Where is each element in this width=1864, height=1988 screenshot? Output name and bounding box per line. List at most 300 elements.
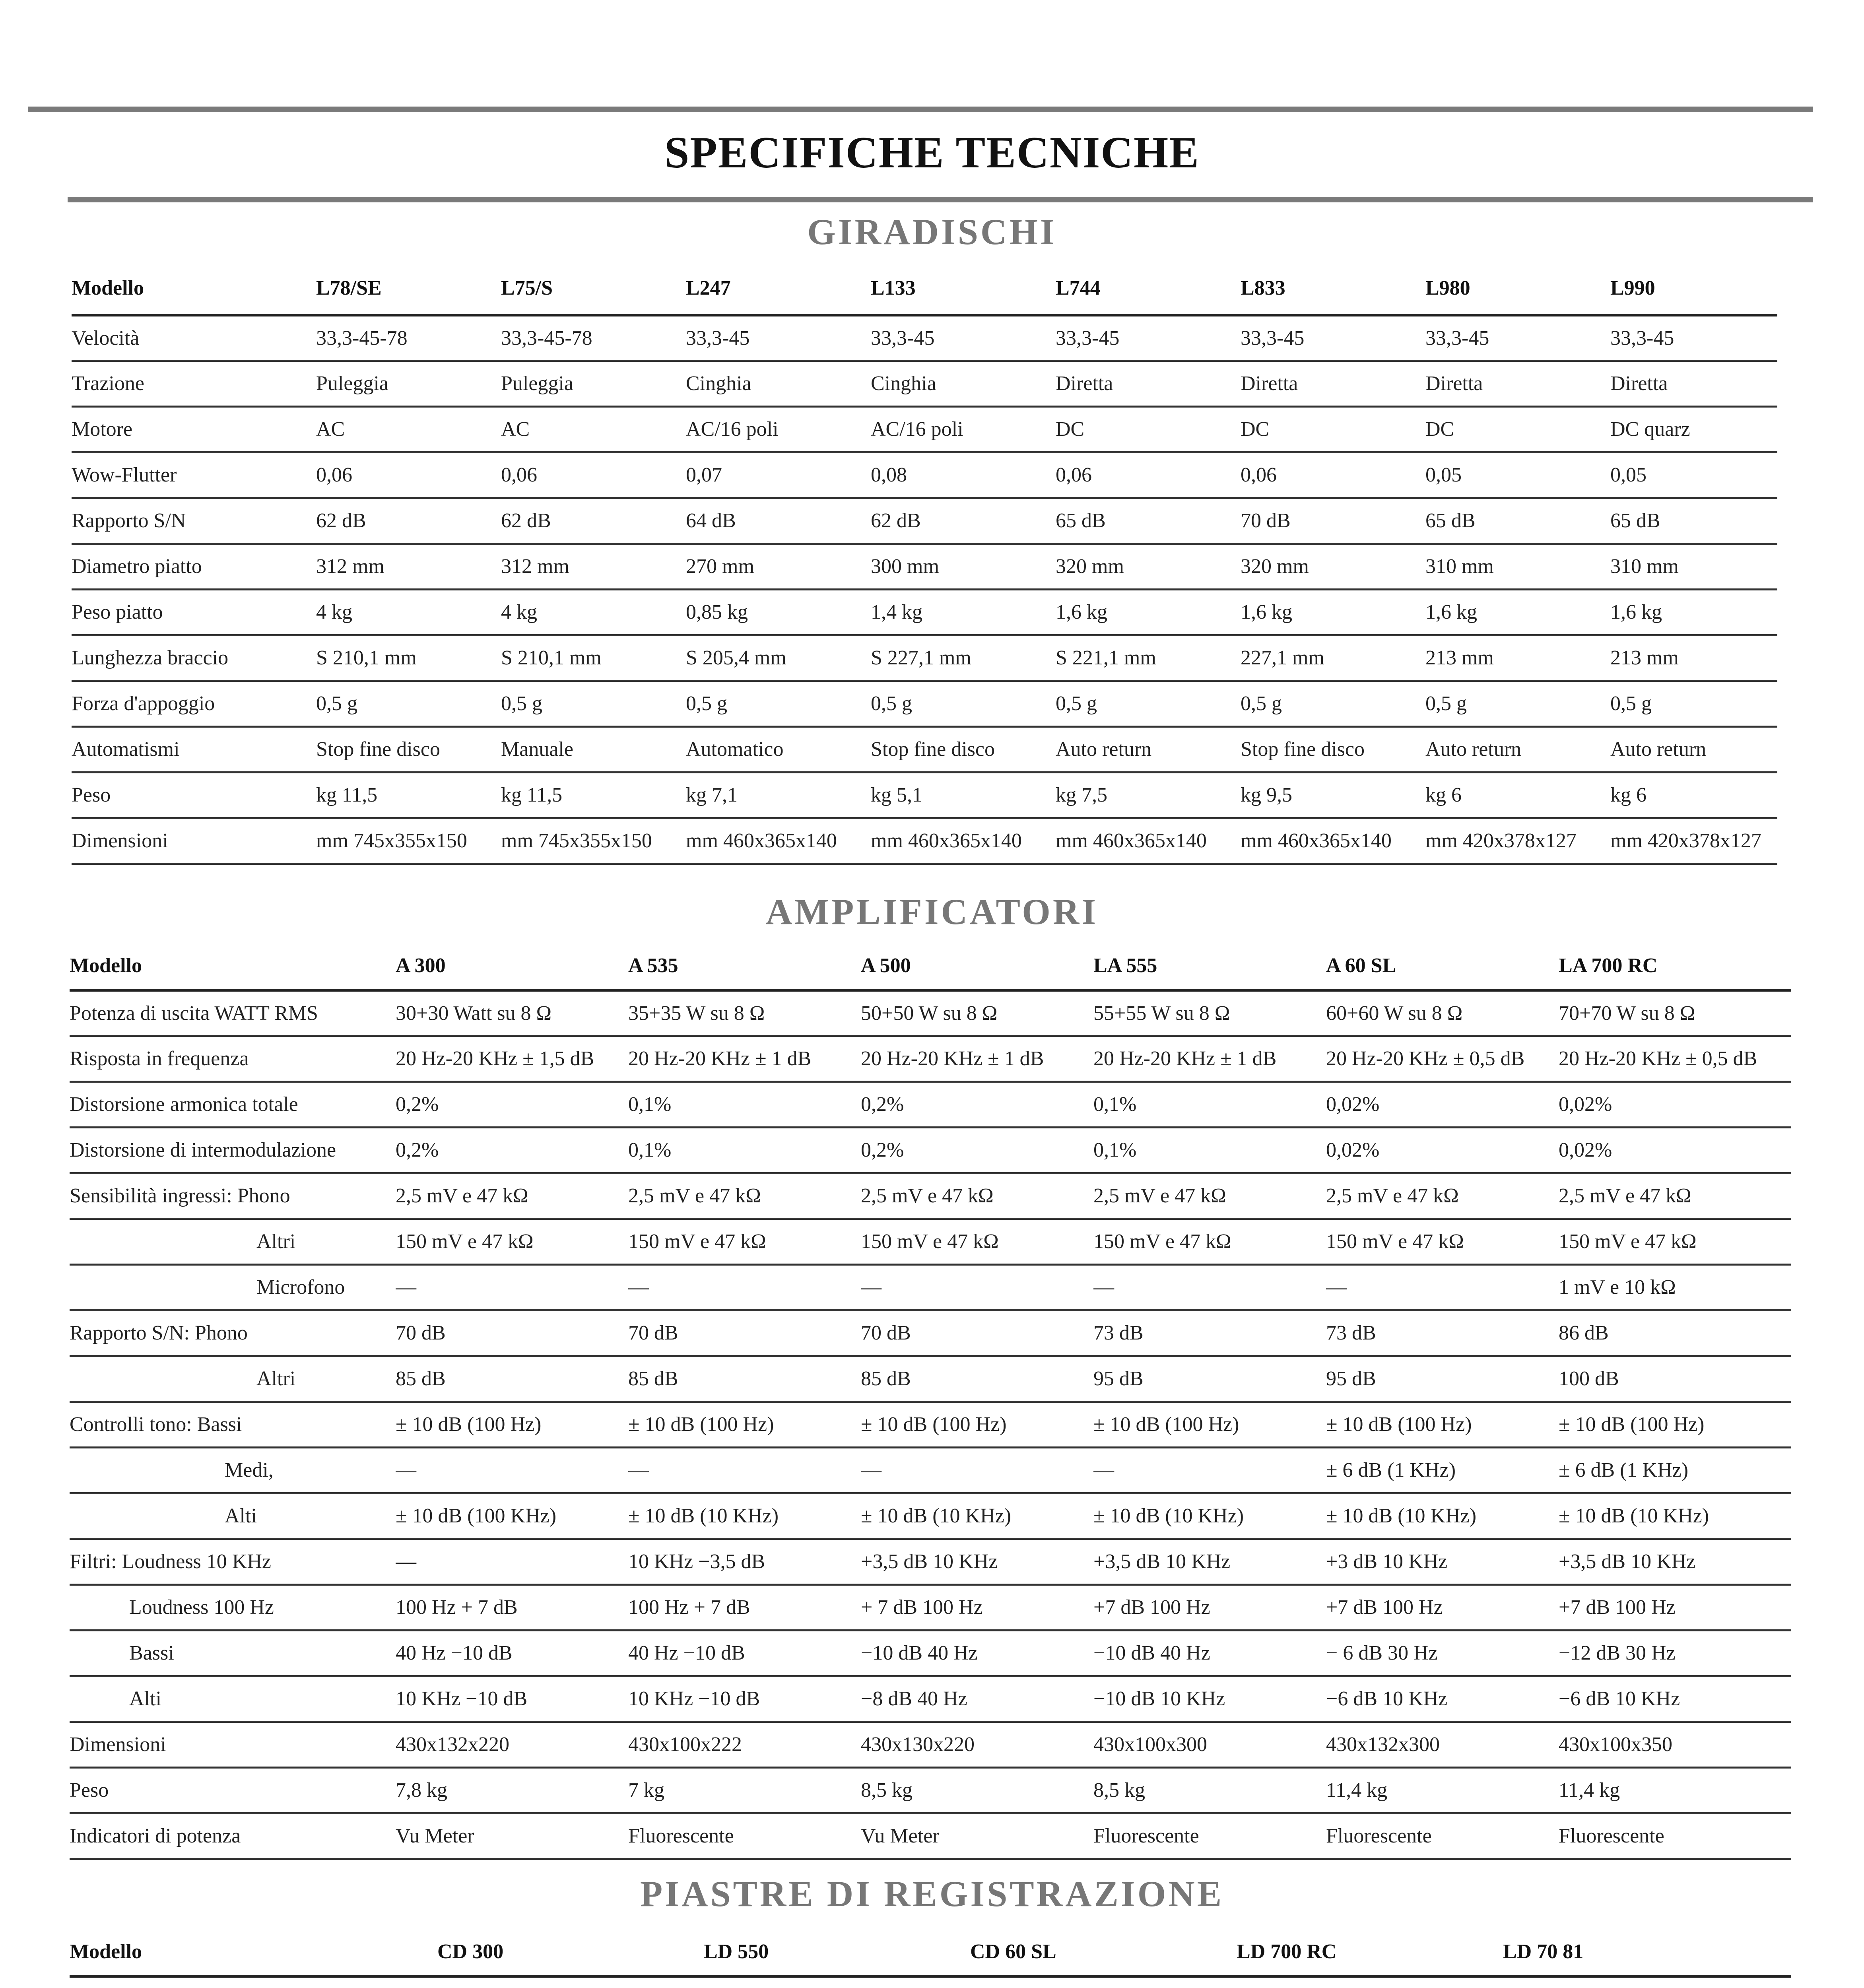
table-cell: AC/16 poli [686,406,871,452]
table-row [70,1081,1791,1127]
table-cell: 62 dB [316,498,501,544]
table-cell: Diretta [1241,361,1425,406]
table-cell: — [396,1447,628,1493]
table-cell: 35+35 W su 8 Ω [628,990,861,1036]
table-cell: 8,5 kg [1093,1767,1326,1813]
section-heading-giradischi: GIRADISCHI [807,212,1057,252]
column-header-model: A 500 [861,942,1093,990]
table-cell: S 227,1 mm [871,635,1056,681]
table-cell: Fluorescente [1559,1813,1791,1859]
table-row [70,1219,1791,1264]
table-cell: 11,4 kg [1326,1767,1559,1813]
row-label: Sensibilità ingressi: Phono [70,1173,396,1219]
table-cell: Fluorescente [1326,1813,1559,1859]
table-cell: mm 460x365x140 [1056,818,1241,864]
table-cell: 0,06 [1241,452,1425,498]
table-cell: kg 5,1 [871,772,1056,818]
column-header-model: LD 550 [704,1928,970,1976]
table-row [70,1036,1791,1081]
table-cell: ± 10 dB (10 KHz) [1326,1493,1559,1539]
table-cell: 60+60 W su 8 Ω [1326,990,1559,1036]
table-cell: 0,5 g [1241,681,1425,726]
title-rule [68,197,1813,202]
table-cell: 150 mV e 47 kΩ [396,1219,628,1264]
column-header-model: CD 300 [437,1928,704,1976]
table-cell: — [1093,1264,1326,1310]
table-cell: 300 mm [871,544,1056,589]
table-piastre [70,1928,1791,1988]
table-cell: 20 Hz-20 KHz ± 0,5 dB [1326,1036,1559,1081]
column-header-model: A 60 SL [1326,942,1559,990]
column-header-modello: Modello [72,262,316,315]
table-cell: −6 dB 10 KHz [1326,1676,1559,1722]
table-cell: — [396,1264,628,1310]
table-cell: 86 dB [1559,1310,1791,1356]
table-cell: 10 KHz −3,5 dB [628,1539,861,1584]
header-row [70,1928,1791,1976]
table-cell: — [628,1264,861,1310]
table-cell: 312 mm [501,544,686,589]
table-cell: Diretta [1425,361,1610,406]
table-row [70,990,1791,1036]
table-cell [437,1976,704,1988]
column-header-model: LD 70 81 [1503,1928,1791,1976]
table-cell: +7 dB 100 Hz [1093,1584,1326,1630]
row-label: Loudness 100 Hz [70,1584,396,1630]
table-cell [970,1976,1237,1988]
table-row [72,818,1777,864]
table-cell: 0,2% [396,1081,628,1127]
table-cell: 1,4 kg [871,589,1056,635]
table-cell: 55+55 W su 8 Ω [1093,990,1326,1036]
column-header-modello: Modello [70,1928,437,1976]
column-header-model: CD 60 SL [970,1928,1237,1976]
table-cell: AC [316,406,501,452]
header-row [70,942,1791,990]
table-giradischi [72,262,1777,865]
table-cell: — [1093,1447,1326,1493]
row-label: Automatismi [72,726,316,772]
table-cell: 70 dB [396,1310,628,1356]
table-cell: 1 mV e 10 kΩ [1559,1264,1791,1310]
table-cell: − 6 dB 30 Hz [1326,1630,1559,1676]
table-cell: −10 dB 40 Hz [1093,1630,1326,1676]
table-cell [704,1976,970,1988]
table-cell: 70 dB [1241,498,1425,544]
table-cell: 85 dB [861,1356,1093,1402]
table-cell: 33,3-45 [871,315,1056,361]
table-cell: ± 10 dB (100 Hz) [1559,1402,1791,1447]
row-label: Peso [72,772,316,818]
table-row [70,1976,1791,1988]
table-row [70,1127,1791,1173]
table-row [72,498,1777,544]
table-cell: 213 mm [1425,635,1610,681]
table-cell: Fluorescente [628,1813,861,1859]
table-cell: −8 dB 40 Hz [861,1676,1093,1722]
table-cell: 0,02% [1559,1081,1791,1127]
table-cell: 0,2% [396,1127,628,1173]
table-cell: 0,1% [628,1127,861,1173]
table-cell: — [1326,1264,1559,1310]
table-row [70,1173,1791,1219]
row-label: Dimensioni [72,818,316,864]
row-label: Diametro piatto [72,544,316,589]
table-cell: +7 dB 100 Hz [1559,1584,1791,1630]
table-cell: ± 6 dB (1 KHz) [1559,1447,1791,1493]
table-cell: 11,4 kg [1559,1767,1791,1813]
table-cell: 227,1 mm [1241,635,1425,681]
table-cell: ± 10 dB (100 Hz) [396,1402,628,1447]
row-label: Trazione [72,361,316,406]
column-header-model: L247 [686,262,871,315]
table-cell: 33,3-45-78 [316,315,501,361]
table-cell: 1,6 kg [1056,589,1241,635]
table-row [70,1630,1791,1676]
table-cell: 1,6 kg [1241,589,1425,635]
table-cell: 0,5 g [1610,681,1777,726]
table-cell: ± 10 dB (10 KHz) [1093,1493,1326,1539]
table-row [72,589,1777,635]
table-cell: Auto return [1425,726,1610,772]
table-cell: mm 420x378x127 [1610,818,1777,864]
column-header-model: L990 [1610,262,1777,315]
table-cell: 33,3-45-78 [501,315,686,361]
table-row [72,681,1777,726]
table-row [72,315,1777,361]
table-cell: 0,05 [1610,452,1777,498]
table-cell: 0,5 g [871,681,1056,726]
table-amplificatori [70,942,1791,1860]
table-cell: kg 6 [1425,772,1610,818]
table-cell: 7 kg [628,1767,861,1813]
table-cell: ± 6 dB (1 KHz) [1326,1447,1559,1493]
row-label: Risposta in frequenza [70,1036,396,1081]
table-cell: 150 mV e 47 kΩ [861,1219,1093,1264]
column-header-modello: Modello [70,942,396,990]
table-cell: Vu Meter [861,1813,1093,1859]
table-row [70,1493,1791,1539]
table-row [70,1813,1791,1859]
section-heading-amplificatori: AMPLIFICATORI [765,891,1099,932]
table-cell: 85 dB [628,1356,861,1402]
table-cell: 95 dB [1093,1356,1326,1402]
table-cell: S 210,1 mm [501,635,686,681]
table-cell: mm 460x365x140 [686,818,871,864]
table-cell: mm 460x365x140 [871,818,1056,864]
table-cell: 100 Hz + 7 dB [628,1584,861,1630]
table-row [70,1584,1791,1630]
table-row [70,1402,1791,1447]
table-cell: 2,5 mV e 47 kΩ [1326,1173,1559,1219]
table-cell: 320 mm [1056,544,1241,589]
table-cell: 40 Hz −10 dB [628,1630,861,1676]
table-cell: 62 dB [501,498,686,544]
table-row [70,1447,1791,1493]
table-cell: — [861,1264,1093,1310]
table-cell: 0,06 [316,452,501,498]
table-cell: + 7 dB 100 Hz [861,1584,1093,1630]
header-row [72,262,1777,315]
table-cell: 0,5 g [686,681,871,726]
table-cell: 312 mm [316,544,501,589]
table-cell: 30+30 Watt su 8 Ω [396,990,628,1036]
column-header-model: L78/SE [316,262,501,315]
table-cell: Auto return [1610,726,1777,772]
table-cell: DC [1241,406,1425,452]
table-row [72,406,1777,452]
table-cell: Puleggia [316,361,501,406]
table-cell: +3,5 dB 10 KHz [1093,1539,1326,1584]
column-header-model: LD 700 RC [1237,1928,1503,1976]
table-cell: kg 11,5 [501,772,686,818]
table-row [72,452,1777,498]
table-cell: 4 kg [501,589,686,635]
row-label: Peso [70,1767,396,1813]
table-cell: 8,5 kg [861,1767,1093,1813]
table-cell: Cinghia [871,361,1056,406]
row-label: Controlli tono: Bassi [70,1402,396,1447]
table-cell: 150 mV e 47 kΩ [1559,1219,1791,1264]
row-label: Medi, [70,1447,396,1493]
table-cell: kg 9,5 [1241,772,1425,818]
table-cell: 0,02% [1326,1127,1559,1173]
row-label: Altri [70,1356,396,1402]
table-cell: 33,3-45 [1610,315,1777,361]
table-row [70,1539,1791,1584]
table-cell: AC/16 poli [871,406,1056,452]
table-cell: ± 10 dB (100 Hz) [1093,1402,1326,1447]
table-cell: 70 dB [628,1310,861,1356]
table-cell: 0,1% [1093,1081,1326,1127]
table-cell: 430x100x222 [628,1722,861,1767]
table-cell: ± 10 dB (100 Hz) [861,1402,1093,1447]
table-cell: 100 dB [1559,1356,1791,1402]
table-cell: 430x100x300 [1093,1722,1326,1767]
row-label: Altri [70,1219,396,1264]
table-cell: mm 420x378x127 [1425,818,1610,864]
column-header-model: L133 [871,262,1056,315]
top-rule [28,107,1813,112]
table-row [70,1767,1791,1813]
table-cell: 10 KHz −10 dB [628,1676,861,1722]
table-cell: +3,5 dB 10 KHz [1559,1539,1791,1584]
row-label [70,1976,437,1988]
table-cell: −10 dB 40 Hz [861,1630,1093,1676]
table-cell: 62 dB [871,498,1056,544]
table-cell: 73 dB [1326,1310,1559,1356]
table-row [72,772,1777,818]
table-cell: S 221,1 mm [1056,635,1241,681]
table-cell: 33,3-45 [1425,315,1610,361]
table-cell: 0,1% [628,1081,861,1127]
table-row [72,635,1777,681]
row-label: Microfono [70,1264,396,1310]
table-cell: kg 7,5 [1056,772,1241,818]
column-header-model: LA 555 [1093,942,1326,990]
row-label: Filtri: Loudness 10 KHz [70,1539,396,1584]
table-cell: 65 dB [1610,498,1777,544]
table-cell: 65 dB [1056,498,1241,544]
table-cell: 0,5 g [316,681,501,726]
table-cell: DC [1425,406,1610,452]
table-cell: −6 dB 10 KHz [1559,1676,1791,1722]
table-cell: 430x100x350 [1559,1722,1791,1767]
table-cell: 0,08 [871,452,1056,498]
table-cell: −12 dB 30 Hz [1559,1630,1791,1676]
table-cell: 1,6 kg [1425,589,1610,635]
row-label: Alti [70,1676,396,1722]
table-cell: 64 dB [686,498,871,544]
table-cell: 2,5 mV e 47 kΩ [396,1173,628,1219]
table-cell: 20 Hz-20 KHz ± 1 dB [861,1036,1093,1081]
table-cell: mm 460x365x140 [1241,818,1425,864]
table-cell: 20 Hz-20 KHz ± 1,5 dB [396,1036,628,1081]
table-cell: 0,06 [501,452,686,498]
table-cell: Diretta [1056,361,1241,406]
table-cell: 33,3-45 [686,315,871,361]
table-cell: 50+50 W su 8 Ω [861,990,1093,1036]
row-label: Peso piatto [72,589,316,635]
table-cell: 150 mV e 47 kΩ [628,1219,861,1264]
table-cell: ± 10 dB (100 KHz) [396,1493,628,1539]
table-row [70,1676,1791,1722]
column-header-model: L833 [1241,262,1425,315]
table-cell: 0,05 [1425,452,1610,498]
table-row [70,1356,1791,1402]
table-cell: 0,02% [1559,1127,1791,1173]
table-cell: 33,3-45 [1056,315,1241,361]
row-label: Indicatori di potenza [70,1813,396,1859]
table-cell: mm 745x355x150 [501,818,686,864]
column-header-model: A 300 [396,942,628,990]
table-cell: 150 mV e 47 kΩ [1093,1219,1326,1264]
table-cell: — [396,1539,628,1584]
table-cell: +3 dB 10 KHz [1326,1539,1559,1584]
table-cell: 150 mV e 47 kΩ [1326,1219,1559,1264]
table-cell: Vu Meter [396,1813,628,1859]
table-cell: 0,2% [861,1127,1093,1173]
table-cell: 320 mm [1241,544,1425,589]
table-cell: 270 mm [686,544,871,589]
table-cell: — [628,1447,861,1493]
row-label: Rapporto S/N: Phono [70,1310,396,1356]
row-label: Bassi [70,1630,396,1676]
row-label: Dimensioni [70,1722,396,1767]
table-cell: 1,6 kg [1610,589,1777,635]
table-cell: Puleggia [501,361,686,406]
table-cell: 0,85 kg [686,589,871,635]
table-cell: 213 mm [1610,635,1777,681]
table-cell: 430x132x220 [396,1722,628,1767]
table-cell: 95 dB [1326,1356,1559,1402]
column-header-model: L980 [1425,262,1610,315]
table-cell: 0,2% [861,1081,1093,1127]
table-cell: 73 dB [1093,1310,1326,1356]
table-cell: 40 Hz −10 dB [396,1630,628,1676]
table-cell: 2,5 mV e 47 kΩ [628,1173,861,1219]
table-cell: ± 10 dB (10 KHz) [628,1493,861,1539]
table-cell [1237,1976,1503,1988]
table-cell: 20 Hz-20 KHz ± 1 dB [628,1036,861,1081]
column-header-model: LA 700 RC [1559,942,1791,990]
table-cell: −10 dB 10 KHz [1093,1676,1326,1722]
table-cell: 70 dB [861,1310,1093,1356]
table-cell: Auto return [1056,726,1241,772]
table-cell: ± 10 dB (100 Hz) [628,1402,861,1447]
row-label: Distorsione di intermodulazione [70,1127,396,1173]
row-label: Alti [70,1493,396,1539]
table-cell: 0,5 g [501,681,686,726]
table-cell: 65 dB [1425,498,1610,544]
column-header-model: L744 [1056,262,1241,315]
table-cell: 430x132x300 [1326,1722,1559,1767]
row-label: Rapporto S/N [72,498,316,544]
row-label: Forza d'appoggio [72,681,316,726]
table-cell: 0,02% [1326,1081,1559,1127]
row-label: Lunghezza braccio [72,635,316,681]
column-header-model: A 535 [628,942,861,990]
table-cell: mm 745x355x150 [316,818,501,864]
table-cell: 0,07 [686,452,871,498]
table-cell: 2,5 mV e 47 kΩ [861,1173,1093,1219]
table-cell: kg 11,5 [316,772,501,818]
table-cell: 0,1% [1093,1127,1326,1173]
table-cell: S 210,1 mm [316,635,501,681]
section-heading-piastre: PIASTRE DI REGISTRAZIONE [640,1873,1224,1914]
table-cell: 70+70 W su 8 Ω [1559,990,1791,1036]
table-cell: 2,5 mV e 47 kΩ [1093,1173,1326,1219]
table-cell: kg 6 [1610,772,1777,818]
table-cell: ± 10 dB (10 KHz) [1559,1493,1791,1539]
table-cell: 10 KHz −10 dB [396,1676,628,1722]
row-label: Motore [72,406,316,452]
table-cell: Stop fine disco [316,726,501,772]
table-cell: DC [1056,406,1241,452]
page-title: SPECIFICHE TECNICHE [664,128,1200,177]
table-cell: 0,5 g [1056,681,1241,726]
table-row [70,1264,1791,1310]
table-cell: 85 dB [396,1356,628,1402]
row-label: Wow-Flutter [72,452,316,498]
column-header-model: L75/S [501,262,686,315]
table-cell: 20 Hz-20 KHz ± 0,5 dB [1559,1036,1791,1081]
row-label: Potenza di uscita WATT RMS [70,990,396,1036]
table-cell: 310 mm [1610,544,1777,589]
table-cell: ± 10 dB (10 KHz) [861,1493,1093,1539]
table-row [72,361,1777,406]
table-cell: Stop fine disco [1241,726,1425,772]
table-cell [1503,1976,1791,1988]
table-cell: kg 7,1 [686,772,871,818]
table-cell: 7,8 kg [396,1767,628,1813]
table-cell: 430x130x220 [861,1722,1093,1767]
table-row [72,726,1777,772]
table-cell: Stop fine disco [871,726,1056,772]
table-cell: Automatico [686,726,871,772]
table-cell: S 205,4 mm [686,635,871,681]
row-label: Distorsione armonica totale [70,1081,396,1127]
table-cell: — [861,1447,1093,1493]
table-cell: DC quarz [1610,406,1777,452]
table-cell: Cinghia [686,361,871,406]
row-label: Velocità [72,315,316,361]
table-cell: +7 dB 100 Hz [1326,1584,1559,1630]
table-cell: Fluorescente [1093,1813,1326,1859]
table-cell: 310 mm [1425,544,1610,589]
table-cell: 33,3-45 [1241,315,1425,361]
table-cell: ± 10 dB (100 Hz) [1326,1402,1559,1447]
